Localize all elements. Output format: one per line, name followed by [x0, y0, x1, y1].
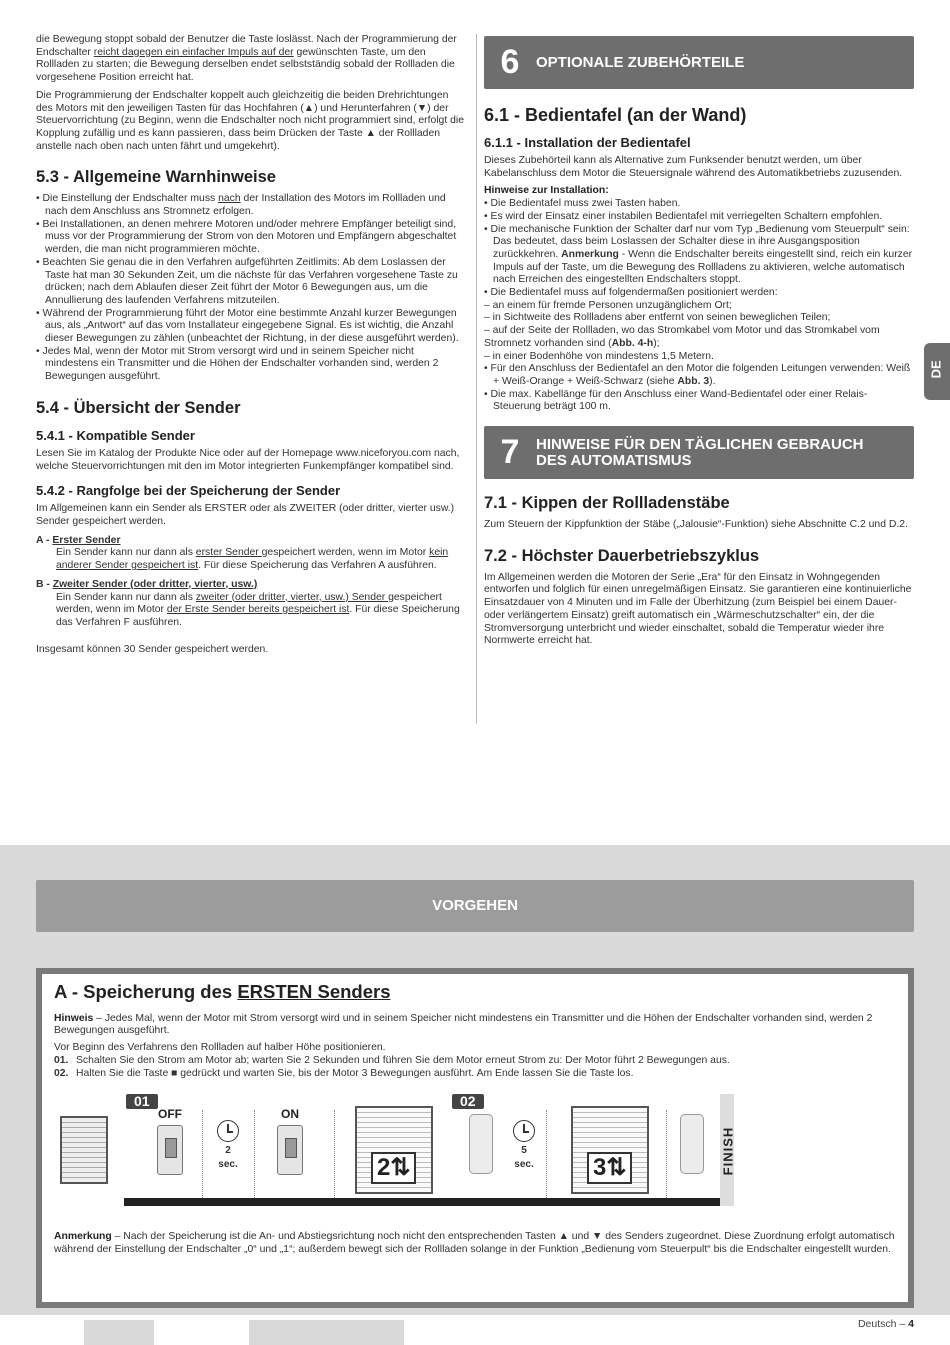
- underlined-text: reicht dagegen ein einfacher Impuls auf der: [93, 46, 294, 58]
- power-off: [138, 1108, 202, 1198]
- bold-text: Anmerkung: [54, 1231, 112, 1243]
- power-on: [254, 1108, 326, 1198]
- wait-2-seconds: [202, 1108, 254, 1198]
- item-heading: Erster Sender: [52, 534, 121, 546]
- text: – Jedes Mal, wenn der Motor mit Strom versorgt wird und in seinem Speicher nicht mindestens ein Transmitter und die Höhen der Endschalter vorhanden sind, werden 2 Bewegungen ausgeführt.: [54, 1012, 873, 1037]
- procedure-figure: [54, 1094, 896, 1219]
- position-item: – an einem für fremde Personen unzugänglichem Ort;: [484, 299, 732, 311]
- shutter-2-moves: [344, 1106, 444, 1196]
- procedure-precondition: Vor Beginn des Verfahrens den Rollladen auf halber Höhe positionieren.: [54, 1042, 386, 1054]
- chapter-title: [536, 437, 864, 469]
- finish-marker: [720, 1094, 734, 1206]
- hint-item: [484, 224, 914, 288]
- position-item: – in Sichtweite des Rollladens aber entfernt von seinen beweglichen Teilen;: [484, 312, 831, 324]
- warning-item: • Beachten Sie genau die in den Verfahren aufgeführten Zeitlimits: Ab dem Loslassen der Taste hat man 30 Sekunden Zeit, um die nächste für das Verfahren vorgesehene Taste zu drücken; nach dem Ablaufen dieser Zeit führt der Motor 6 Bewegungen aus, um die Annullierung des laufenden Verfahrens mitzuteilen.: [36, 257, 467, 308]
- hint-item: • Die Bedientafel muss zwei Tasten haben.: [484, 198, 914, 211]
- hint-item: [484, 363, 914, 388]
- on-label: ON: [281, 1107, 299, 1122]
- clock-icon: [513, 1120, 535, 1142]
- section-5-4-1-title: 5.4.1 - Kompatible Sender: [36, 427, 195, 443]
- footer-language: Deutsch –: [857, 1318, 909, 1330]
- warning-item: • Während der Programmierung führt der Motor eine bestimmte Anzahl kurzer Bewegungen aus, als „Antwort“ auf das vom Installateur eingegebene Signal. Es ist wichtig, die Anzahl dieser Bewegungen zu zählen (unbeachtet der Richtung, in der diese ausgeführt werden).: [36, 308, 467, 346]
- remote-icon: [469, 1114, 493, 1174]
- shutter-3-moves: [560, 1106, 660, 1196]
- text: – Nach der Speicherung ist die An- und Abstiegsrichtung noch nicht den entsprechenden Tasten ▲ und ▼ des Senders zugeordnet. Diese Zuordnung erfolgt automatisch während der Einstellung der Endschalter „0“ und „1“; außerdem bewegt sich der Rollladen solange in der Funktion „Bedienung vom Steuerpult“ bis die Endschalter eingestellt wurden.: [54, 1231, 895, 1255]
- item-a-head: [36, 535, 467, 548]
- wait-unit: sec.: [514, 1159, 534, 1171]
- chapter-number: 7: [500, 433, 520, 472]
- procedure-anmerkung: [54, 1231, 896, 1256]
- timeline-bar: [124, 1198, 720, 1206]
- off-label: OFF: [158, 1107, 182, 1122]
- wait-unit: sec.: [218, 1159, 238, 1171]
- procedure-title: [54, 981, 896, 1002]
- item-b-head: [36, 579, 467, 592]
- underlined-text: kein anderer Sender gespeichert ist: [56, 547, 449, 572]
- total-senders-note: Insgesamt können 30 Sender gespeichert werden.: [36, 643, 269, 655]
- text: Ein Sender kann nur dann als: [56, 591, 196, 603]
- text: die Bewegung stoppt sobald der Benutzer die Taste loslässt. Nach der Programmierung der Endschalter: [36, 34, 457, 58]
- text: Für den Anschluss der Bedientafel an den Motor die folgenden Leitungen verwenden: Weiß + Weiß-Orange + Weiß-Schwarz (siehe: [490, 363, 911, 387]
- warning-item: • Bei Installationen, an denen mehrere Motoren und/oder mehrere Empfänger beteiligt sind, muss vor der Programmierung der Strom von den Motoren und Empfängern abgeschaltet werden, die man nicht programmieren möchte.: [36, 219, 467, 257]
- section-7-1-text: Zum Steuern der Kippfunktion der Stäbe („Jalousie“-Funktion) siehe Abschnitte C.2 und D.2.: [484, 519, 908, 531]
- hint-item: • Die max. Kabellänge für den Anschluss einer Wand-Bedientafel oder einer Relais-Steuerung beträgt 100 m.: [484, 389, 914, 414]
- text: Die Einstellung der Endschalter muss: [42, 193, 219, 205]
- chapter-title: OPTIONALE ZUBEHÖRTEILE: [536, 53, 745, 71]
- section-5-3-title: 5.3 - Allgemeine Warnhinweise: [36, 168, 276, 187]
- intro-paragraph-1: [36, 34, 467, 85]
- footer-decoration: [84, 1320, 404, 1345]
- window-icon: [54, 1116, 114, 1206]
- finish-label: FINISH: [720, 1126, 736, 1176]
- underlined-text: erster Sender: [195, 547, 262, 559]
- intro-paragraph-2: Die Programmierung der Endschalter koppelt auch gleichzeitig die beiden Drehrichtungen des Motors mit den jeweiligen Tasten für das Hochfahren (▲) und Herunterfahren (▼) der Steuervorrichtung (zu Beginn, wenn die Endschalter noch nicht programmiert sind, erfolgt die Kopplung zufällig und es kann passieren, dass beim Drücken der Taste ▲ der Rollladen anstelle nach oben nach unten fährt und umgekehrt).: [36, 89, 464, 152]
- breaker-icon: [277, 1125, 303, 1175]
- chapter-7-banner: [484, 426, 914, 479]
- footer-page: 4: [908, 1318, 914, 1330]
- bold-text: Abb. 4-h: [611, 337, 654, 349]
- position-item: – in einer Bodenhöhe von mindestens 1,5 Metern.: [484, 350, 714, 362]
- step-number: 01.: [54, 1054, 69, 1066]
- remote-icon: [680, 1114, 704, 1174]
- text: - Wenn die Endschalter bereits eingestellt sind, reich ein kurzer Impuls auf der Taste, um die Bewegung des Rollladens zu aktivieren, welche automatisch nach Erreichen des eingestellten Endschalters stoppt.: [493, 248, 913, 286]
- chapter-6-banner: [484, 36, 914, 89]
- section-7-1-title: 7.1 - Kippen der Rollladenstäbe: [484, 494, 730, 513]
- item-letter: A -: [36, 534, 53, 546]
- section-7-2-text: Im Allgemeinen werden die Motoren der Serie „Era“ für den Einsatz in Wohngegenden entworfen und folglich für einen unregelmäßigen Einsatz. Sie garantieren eine kontinuierliche Einsatzdauer von 4 Minuten und im Falle der Überhitzung (zum Beispiel bei einem Dauer- oder verlängertem Einsatz) greift automatisch ein „Wärmeschutzschalter“ ein, der die Stromversorgung unterbricht und wieder einschaltet, sobald die Temperatur wieder ihre Normwerte erreicht hat.: [484, 571, 912, 647]
- move-count: 3⇅: [587, 1152, 632, 1184]
- underlined-text: zweiter (oder dritter, vierter, usw.) Sender: [195, 591, 389, 603]
- step-badge: 02: [452, 1094, 484, 1109]
- section-5-4-2-text: Im Allgemeinen kann ein Sender als ERSTER oder als ZWEITER (oder dritter, vierter usw.) Sender gespeichert werden.: [36, 503, 455, 527]
- bold-text: Anmerkung: [561, 248, 619, 260]
- language-tab-label: DE: [928, 360, 944, 379]
- separator: [334, 1110, 335, 1198]
- step-number: 02.: [54, 1067, 69, 1079]
- text: gespeichert werden, wenn im Motor: [261, 547, 430, 559]
- section-5-4-2-title: 5.4.2 - Rangfolge bei der Speicherung der Sender: [36, 483, 341, 499]
- warning-item: [36, 193, 467, 218]
- hint-item: • Die Bedientafel muss auf folgendermaßen positioniert werden:: [484, 287, 914, 300]
- step-text: Halten Sie die Taste ■ gedrückt und warten Sie, bis der Motor 3 Bewegungen ausführt. Am Ende lassen Sie die Taste los.: [76, 1067, 634, 1079]
- section-7-2-title: 7.2 - Höchster Dauerbetriebszyklus: [484, 546, 760, 565]
- left-column: [36, 34, 467, 661]
- chapter-title-line: HINWEISE FÜR DEN TÄGLICHEN GEBRAUCH: [536, 435, 864, 453]
- underlined-text: der Erste Sender bereits gespeichert ist: [166, 604, 350, 616]
- wait-5-seconds: [506, 1108, 542, 1198]
- section-5-4-title: 5.4 - Übersicht der Sender: [36, 398, 241, 417]
- vorgehen-banner: VORGEHEN: [36, 880, 914, 932]
- breaker-icon: [157, 1125, 183, 1175]
- text: – auf der Seite der Rollladen, wo das Stromkabel vom Motor und das Stromkabel vom Stromnetz vorhanden sind (: [484, 325, 880, 349]
- shutter-icon: [571, 1106, 649, 1194]
- item-a: [36, 535, 467, 573]
- text: );: [653, 337, 660, 349]
- item-a-text: [36, 547, 467, 572]
- section-6-1-1-text: Dieses Zubehörteil kann als Alternative zum Funksender benutzt werden, um über Kabelanschluss dem Motor die Steuersignale während des Automatikbetriebs zuzusenden.: [484, 155, 903, 179]
- chapter-title-line: DES AUTOMATISMUS: [536, 451, 692, 469]
- text: . Für diese Speicherung das Verfahren F ausführen.: [56, 604, 460, 628]
- item-letter: B -: [36, 578, 53, 590]
- procedure-step-1: [54, 1055, 896, 1068]
- text: Die mechanische Funktion der Schalter darf nur vom Typ „Bedienung vom Steuerpult“ sein: Das bedeutet, dass beim Loslassen der Schalter diese in ihre Ausgangsposition zurückkehren.: [490, 223, 910, 260]
- page-number: [858, 1318, 914, 1331]
- hinweise-title: Hinweise zur Installation:: [484, 185, 609, 197]
- text: gewünschten Taste, um den Rollladen zu starten; die Bewegung derselben endet selbstständig sobald der Rollladen die vorgesehene Position erreicht hat.: [36, 46, 455, 84]
- column-divider: [476, 34, 477, 724]
- position-item: [484, 325, 914, 350]
- underlined-text: ERSTEN Senders: [237, 981, 391, 1002]
- shutter-icon: [355, 1106, 433, 1194]
- procedure-a-box: [36, 968, 914, 1308]
- text: . Für diese Speicherung das Verfahren A ausführen.: [198, 560, 437, 572]
- bold-text: Abb. 3: [677, 375, 710, 387]
- section-6-1-1-title: 6.1.1 - Installation der Bedientafel: [484, 135, 691, 150]
- wait-value: 5: [521, 1145, 527, 1157]
- item-heading: Zweiter Sender (oder dritter, vierter, usw.): [52, 578, 258, 590]
- language-tab: [924, 343, 950, 400]
- page-footer: [0, 1318, 950, 1345]
- clock-icon: [217, 1120, 239, 1142]
- item-b: [36, 579, 467, 630]
- hint-item: • Es wird der Einsatz einer instabilen Bedientafel mit verriegelten Schaltern empfohlen.: [484, 211, 914, 224]
- step-badge: 01: [126, 1094, 158, 1109]
- text: Ein Sender kann nur dann als: [56, 547, 196, 559]
- step-text: Schalten Sie den Strom am Motor ab; warten Sie 2 Sekunden und führen Sie dem Motor erneut Strom zu: Der Motor führt 2 Bewegungen aus.: [76, 1054, 730, 1066]
- procedure-hinweis: [54, 1013, 896, 1038]
- wait-value: 2: [225, 1145, 231, 1157]
- press-button: [456, 1108, 506, 1198]
- procedure-step-2: [54, 1068, 896, 1081]
- item-b-text: [36, 592, 467, 630]
- text: ).: [709, 375, 716, 387]
- bold-text: Hinweis: [54, 1012, 94, 1024]
- text: gespeichert werden, wenn im Motor: [56, 591, 442, 616]
- underlined-text: nach: [218, 193, 241, 205]
- warning-item: • Jedes Mal, wenn der Motor mit Strom versorgt wird und in seinem Speicher nicht mindestens ein Transmitter und die Höhen der Endschalter vorhanden sind, werden 2 Bewegungen ausgeführt.: [36, 346, 467, 384]
- release-button: [666, 1108, 718, 1198]
- separator: [546, 1110, 547, 1198]
- text: der Installation des Motors im Rollladen und nach dem Anschluss ans Stromnetz erfolgen.: [45, 193, 446, 218]
- section-5-4-1-text: Lesen Sie im Katalog der Produkte Nice oder auf der Homepage www.niceforyou.com nach, welche Steuervorrichtungen mit den im Motor integrierten Funkempfänger kompatibel sind.: [36, 447, 460, 472]
- right-column: [484, 36, 914, 653]
- section-6-1-title: 6.1 - Bedientafel (an der Wand): [484, 105, 747, 125]
- move-count: 2⇅: [371, 1152, 416, 1184]
- text: A - Speicherung des: [54, 981, 238, 1002]
- chapter-number: 6: [500, 43, 520, 82]
